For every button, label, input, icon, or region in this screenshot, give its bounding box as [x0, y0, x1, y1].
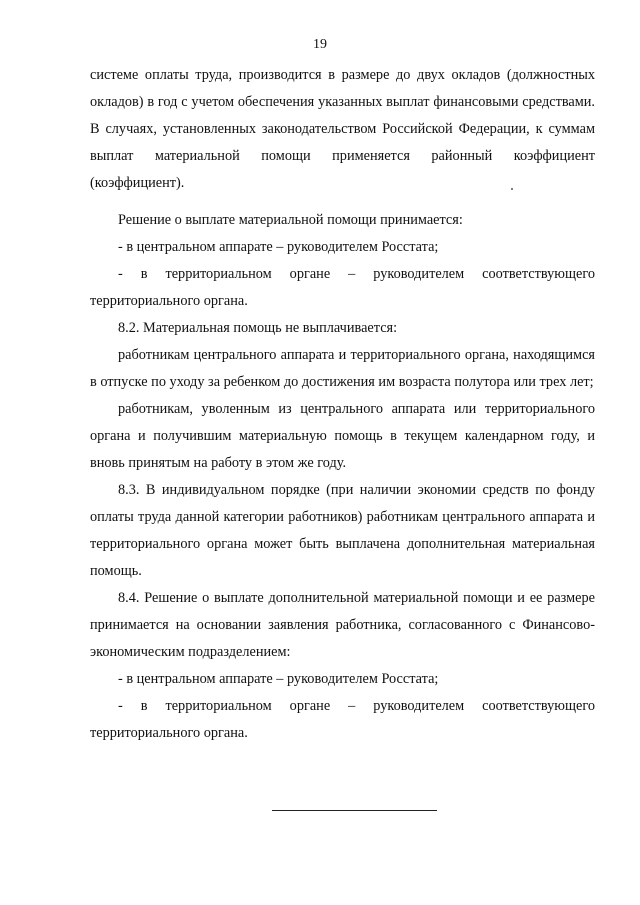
scan-speck — [511, 188, 513, 190]
list-item-territorial-body: - в территориальном органе – руководителем соответствующего территориального органа. — [90, 266, 595, 309]
end-divider-line — [272, 810, 437, 811]
paragraph-parental-leave: работникам центрального аппарата и территориального органа, находящимся в отпуске по уходу за ребенком до достижения им возраста полутора или трех лет; — [90, 347, 595, 390]
list-item-central-office: - в центральном аппарате – руководителем Росстата; — [118, 239, 439, 255]
paragraph-decision-intro: Решение о выплате материальной помощи принимается: — [118, 212, 463, 228]
paragraph-dismissed-employees: работникам, уволенным из центрального аппарата или территориального органа и получившим материальную помощь в текущем календарном году, и вновь принятым на работу в этом же году. — [90, 401, 595, 471]
paragraph-continuation: системе оплаты труда, производится в размере до двух окладов (должностных окладов) в год с учетом обеспечения указанных выплат финансовыми средствами. В случаях, установленных законодательством Российской Федерации, к суммам выплат материальной помощи применяется районный коэффициент (коэффициент). — [90, 67, 595, 191]
section-8-2-heading: 8.2. Материальная помощь не выплачивается: — [118, 320, 398, 336]
document-body — [90, 62, 595, 747]
section-8-3-paragraph: 8.3. В индивидуальном порядке (при наличии экономии средств по фонду оплаты труда данной категории работников) работникам центрального аппарата и территориального органа может быть выплачена дополнительная материальная помощь. — [90, 482, 595, 579]
section-8-4-paragraph: 8.4. Решение о выплате дополнительной материальной помощи и ее размере принимается на основании заявления работника, согласованного с Финансово-экономическим подразделением: — [90, 590, 595, 660]
list-item-territorial-body-2: - в территориальном органе – руководителем соответствующего территориального органа. — [90, 698, 595, 741]
page-number: 19 — [313, 37, 327, 52]
list-item-central-office-2: - в центральном аппарате – руководителем Росстата; — [118, 671, 439, 687]
